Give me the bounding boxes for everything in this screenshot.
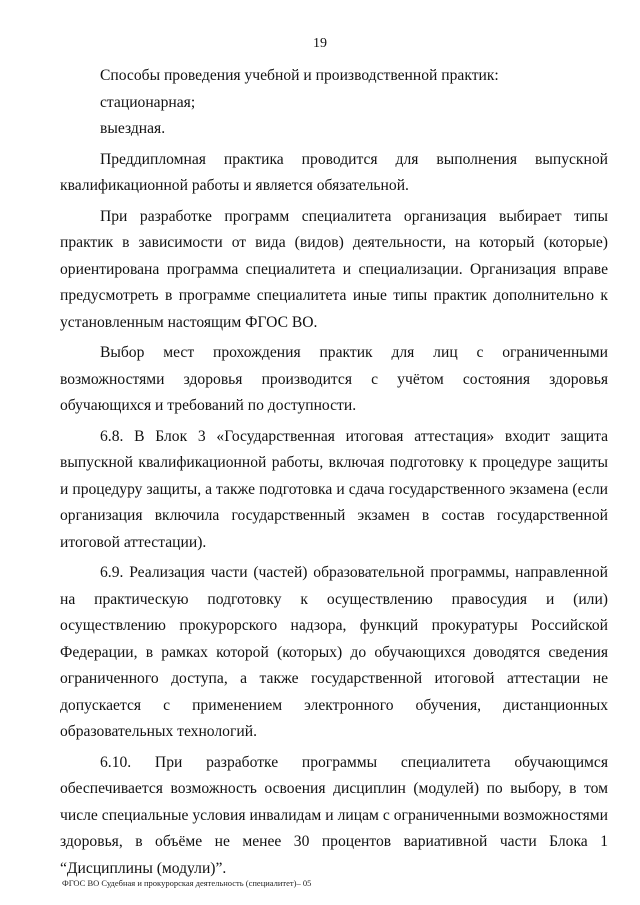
paragraph-disability-practice: Выбор мест прохождения практик для лиц с ограниченными возможностями здоровья производится с учётом состояния здоровья обучающихся и требований по доступности.: [60, 344, 608, 414]
practice-method-field: выездная.: [100, 120, 166, 137]
paragraph-practice-types: При разработке программ специалитета организация выбирает типы практик в зависимости от вида (видов) деятельности, на который (которые) ориентирована программа специалитета и специализации. Организация вправе предусмотреть в программе специалитета иные типы практик дополнительно к установленным настоящим ФГОС ВО.: [60, 207, 608, 331]
paragraph-6-10: 6.10. При разработке программы специалитета обучающимся обеспечивается возможность освоения дисциплин (модулей) по выбору, в том числе специальные условия инвалидам и лицам с ограниченными возможностями здоровья, в объёме не менее 30 процентов вариативной части Блока 1 “Дисциплины (модули)”.: [60, 753, 608, 877]
paragraph-6-8: 6.8. В Блок 3 «Государственная итоговая аттестация» входит защита выпускной квалификационной работы, включая подготовку к процедуре защиты и процедуру защиты, а также подготовка и сдача государственного экзамена (если организация включила государственный экзамен в состав государственной итоговой аттестации).: [60, 427, 608, 551]
practice-methods-title: Способы проведения учебной и производственной практик:: [100, 67, 499, 84]
practice-method-stationary: стационарная;: [100, 93, 196, 111]
paragraph-predegree-practice: Преддипломная практика проводится для выполнения выпускной квалификационной работы и является обязательной.: [60, 150, 608, 194]
document-body: [60, 63, 608, 882]
page-footer: ФГОС ВО Судебная и прокурорская деятельность (специалитет)– 05: [62, 878, 312, 888]
page-number: 19: [313, 36, 327, 51]
paragraph-6-9: 6.9. Реализация части (частей) образовательной программы, направленной на практическую подготовку к осуществлению правосудия и (или) осуществлению прокурорского надзора, функций прокуратуры Российской Федерации, в рамках которой (которых) до обучающихся доводятся сведения ограниченного доступа, а также государственной итоговой аттестации не допускается с применением электронного обучения, дистанционных образовательных технологий.: [60, 564, 608, 740]
